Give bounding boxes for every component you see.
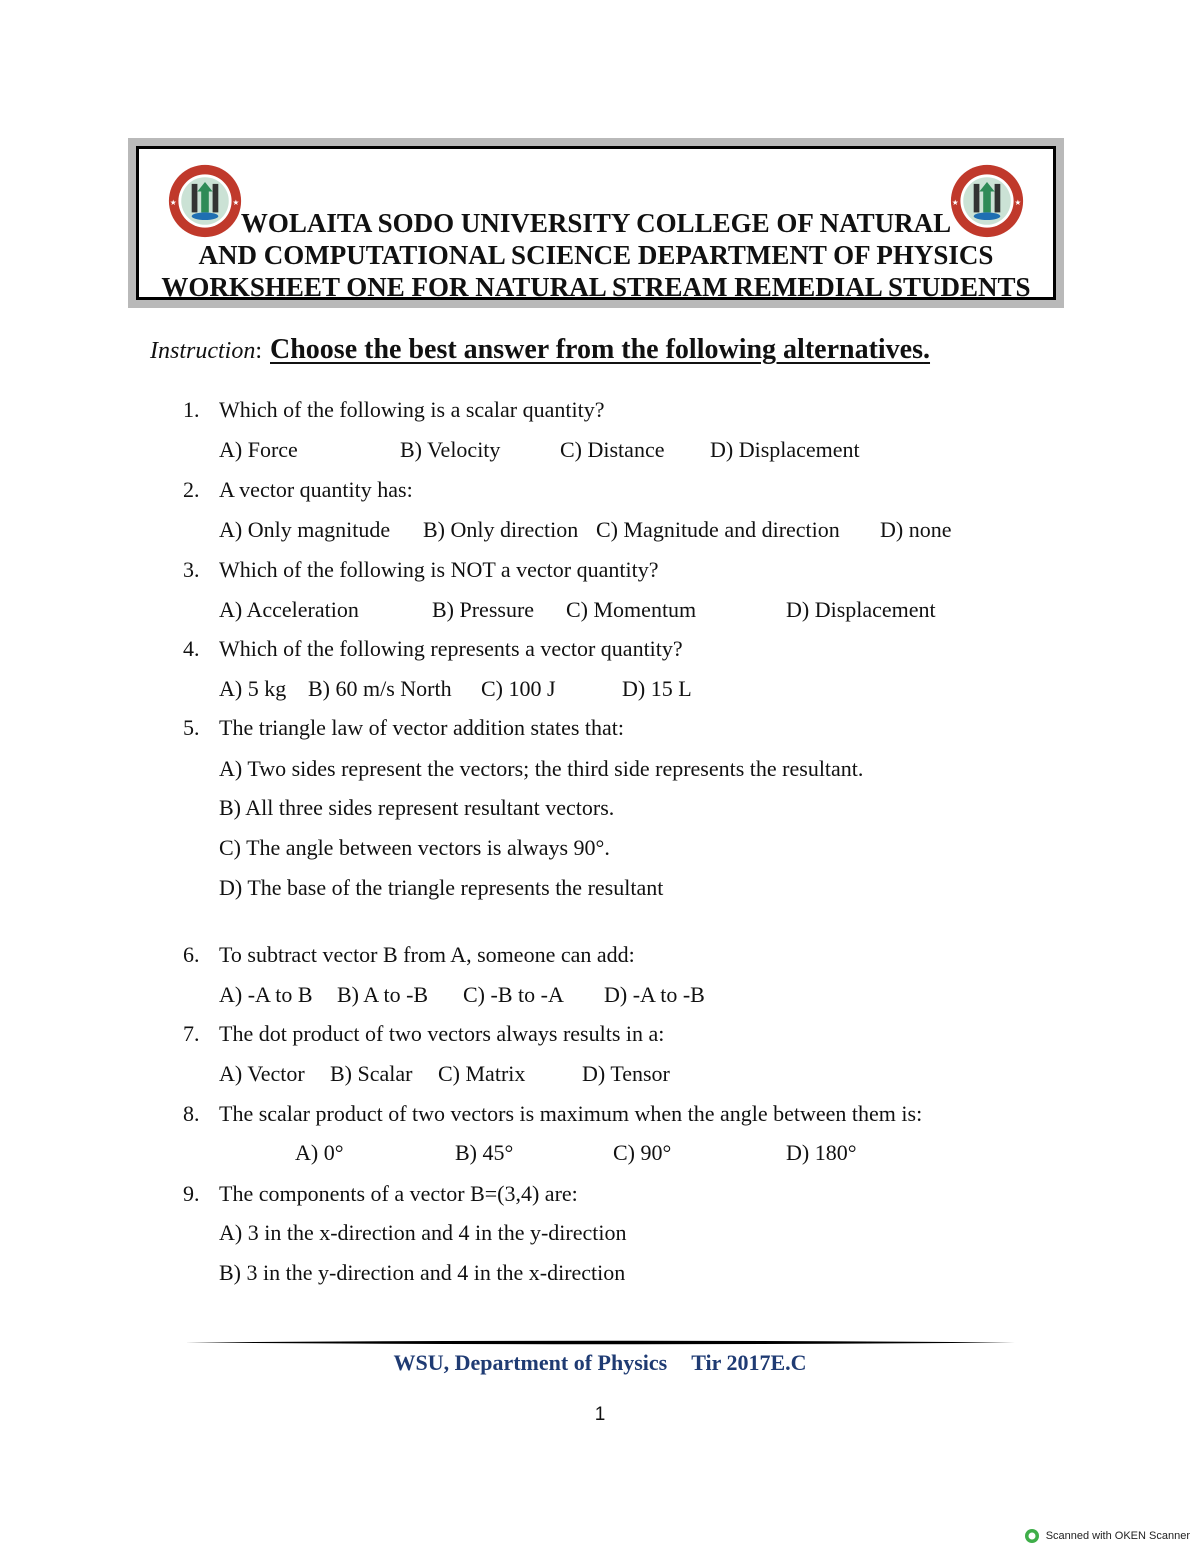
option: C) Matrix [438,1061,526,1086]
option: C) The angle between vectors is always 90°. [219,835,610,860]
option: B) 3 in the y-direction and 4 in the x-direction [219,1260,626,1285]
option: A) Two sides represent the vectors; the third side represents the resultant. [219,756,864,781]
question-text: The triangle law of vector addition states that: [219,715,625,740]
question-number: 3. [183,557,200,582]
instruction-colon: : [255,338,262,364]
option: C) 90° [613,1140,672,1165]
svg-text:★: ★ [951,197,959,207]
instruction [150,334,930,366]
option: B) A to -B [337,982,429,1007]
svg-text:★: ★ [169,197,177,207]
option: C) 100 J [481,676,556,701]
option: D) Displacement [710,437,860,462]
option: C) -B to -A [463,982,564,1007]
title-line-2: AND COMPUTATIONAL SCIENCE DEPARTMENT OF PHYSICS [198,240,994,270]
question-text: To subtract vector B from A, someone can add: [219,942,635,967]
instruction-text: Choose the best answer from the following alternatives [270,334,924,365]
title-line-3: WORKSHEET ONE FOR NATURAL STREAM REMEDIAL STUDENTS [161,272,1031,302]
question-text: The scalar product of two vectors is maximum when the angle between them is: [219,1101,923,1126]
question-number: 1. [183,397,200,422]
option: D) Tensor [582,1061,670,1086]
option: D) 180° [786,1140,857,1165]
option: B) 45° [455,1140,514,1165]
question-number: 2. [183,477,200,502]
option: C) Magnitude and direction [596,517,840,542]
footer-date: Tir 2017E.C [691,1350,807,1375]
question-text: The components of a vector B=(3,4) are: [219,1181,578,1206]
question-text: Which of the following represents a vector quantity? [219,636,683,661]
question-number: 8. [183,1101,200,1126]
option: A) 3 in the x-direction and 4 in the y-direction [219,1220,627,1245]
option: A) -A to B [219,982,313,1007]
footer-divider [185,1340,1015,1345]
question-number: 6. [183,942,200,967]
question-text: The dot product of two vectors always results in a: [219,1021,665,1046]
question-text: Which of the following is NOT a vector quantity? [219,557,659,582]
option: B) Pressure [432,597,535,622]
question-number: 5. [183,715,200,740]
title-line-1: WOLAITA SODO UNIVERSITY COLLEGE OF NATURAL [240,208,952,238]
instruction-period: . [923,334,931,365]
question-number: 7. [183,1021,200,1046]
option: B) Only direction [423,517,579,542]
question-text: Which of the following is a scalar quantity? [219,397,605,422]
scanner-logo-icon [1024,1528,1040,1544]
scanner-watermark [1024,1528,1190,1544]
option: D) Displacement [786,597,936,622]
option: B) Scalar [330,1061,413,1086]
option: A) Only magnitude [219,517,391,542]
option: C) Momentum [566,597,697,622]
option: D) -A to -B [604,982,705,1007]
option: B) All three sides represent resultant vectors. [219,795,615,820]
option: D) The base of the triangle represents the resultant [219,875,664,900]
header-frame [128,138,1064,308]
instruction-label: Instruction [150,338,256,364]
footer [0,1350,1200,1376]
option: B) Velocity [400,437,501,462]
footer-department: WSU, Department of Physics [393,1350,668,1375]
option: D) none [880,517,952,542]
option: A) 0° [295,1140,344,1165]
svg-text:★: ★ [1014,197,1022,207]
option: C) Distance [560,437,665,462]
option: A) 5 kg [219,676,287,701]
question-number: 4. [183,636,200,661]
question-text: A vector quantity has: [219,477,413,502]
option: D) 15 L [622,676,692,701]
header-box [136,146,1056,300]
page-number: 1 [594,1404,606,1425]
option: A) Acceleration [219,597,359,622]
svg-text:★: ★ [232,197,240,207]
question-number: 9. [183,1181,200,1206]
scanner-label: Scanned with OKEN Scanner [1045,1530,1190,1542]
option: A) Force [219,437,298,462]
option: B) 60 m/s North [308,676,452,701]
option: A) Vector [219,1061,305,1086]
document-title [139,207,1053,303]
